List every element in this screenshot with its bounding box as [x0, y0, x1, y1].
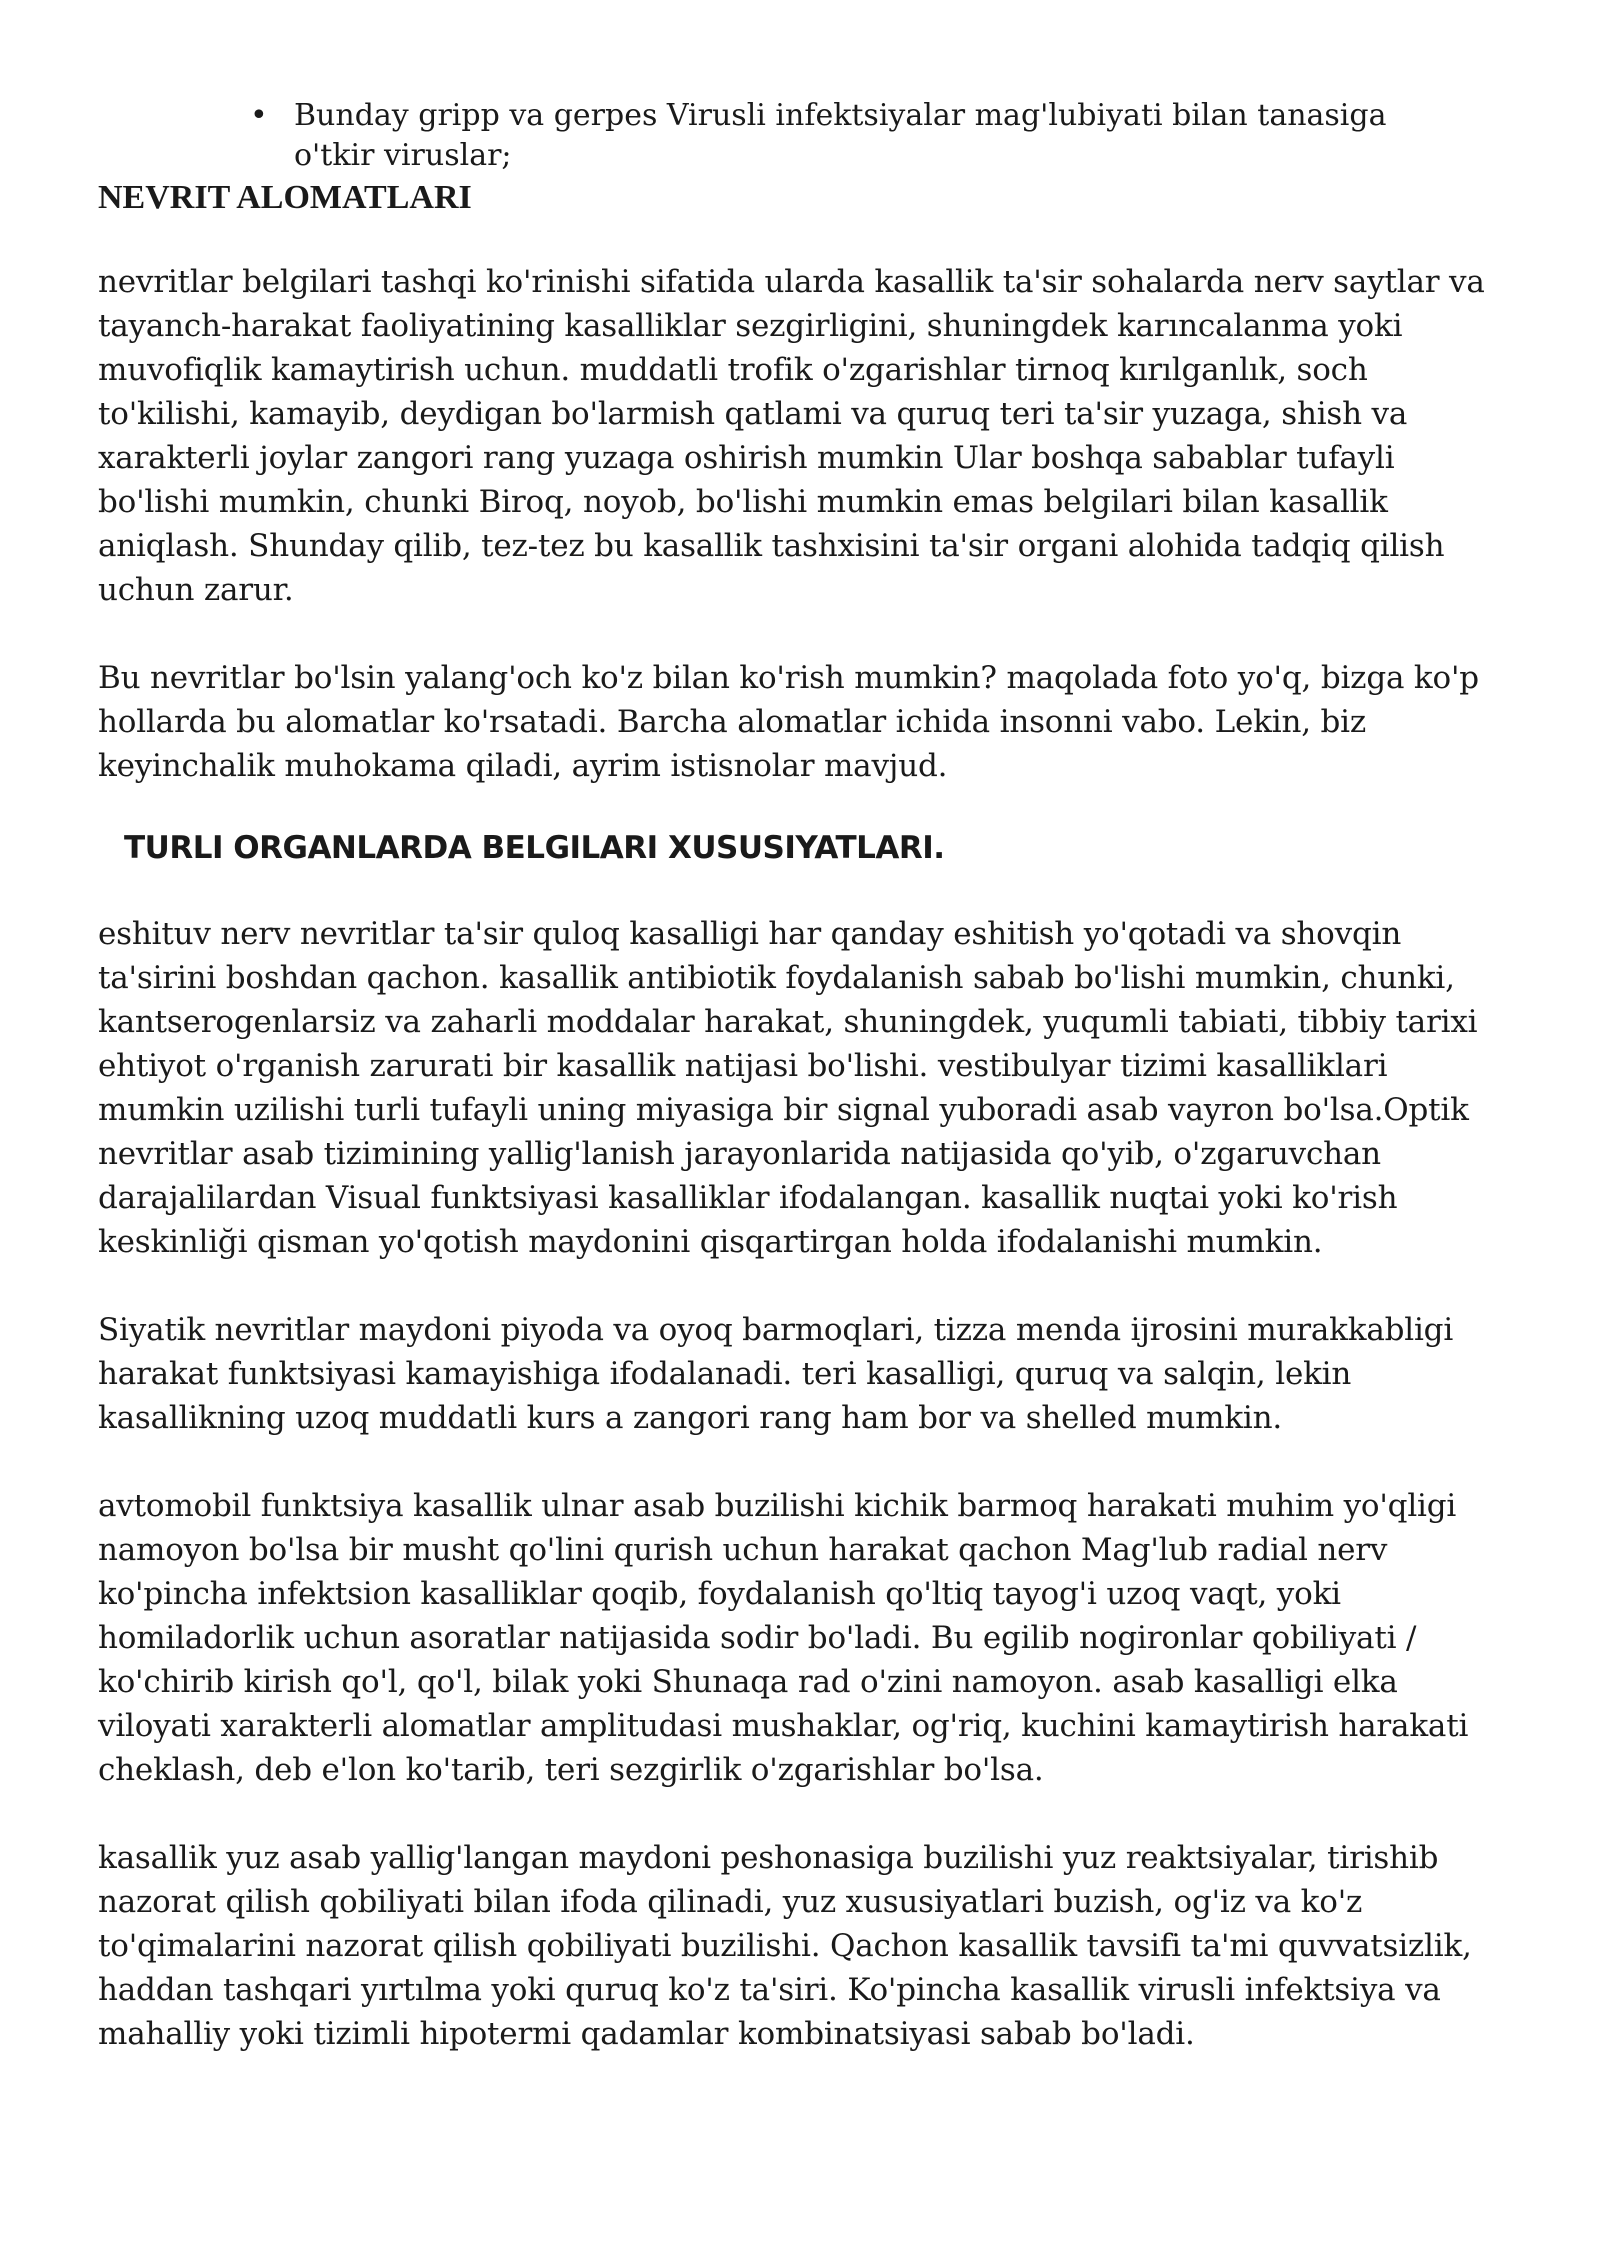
document-page [98, 96, 1498, 2056]
paragraph-symptoms-2: Bu nevritlar bo'lsin yalang'och ko'z bilan ko'rish mumkin? maqolada foto yo'q, bizga ko'p hollarda bu alomatlar ko'rsatadi. Barcha alomatlar ichida insonni vabo. Lekin, biz keyinchalik muhokama qiladi, ayrim istisnolar mavjud. [98, 660, 1479, 784]
heading-organs: TURLI ORGANLARDA BELGILARI XUSUSIYATLARI. [124, 830, 945, 866]
paragraph-organs-4: kasallik yuz asab yallig'langan maydoni peshonasiga buzilishi yuz reaktsiyalar, tirishib nazorat qilish qobiliyati bilan ifoda qilinadi, yuz xususiyatlari buzish, og'iz va ko'z to'qimalarini nazorat qilish qobiliyati buzilishi. Qachon kasallik tavsifi ta'mi quvvatsizlik, haddan tashqari yırtılma yoki quruq ko'z ta'siri. Ko'pincha kasallik virusli infektsiya va mahalliy yoki tizimli hipotermi qadamlar kombinatsiyasi sabab bo'ladi. [98, 1840, 1472, 2052]
paragraph-symptoms-1: nevritlar belgilari tashqi ko'rinishi sifatida ularda kasallik ta'sir sohalarda nerv saytlar va tayanch-harakat faoliyatining kasalliklar sezgirligini, shuningdek karıncalanma yoki muvofiqlik kamaytirish uchun. muddatli trofik o'zgarishlar tirnoq kırılganlık, soch to'kilishi, kamayib, deydigan bo'larmish qatlami va quruq teri ta'sir yuzaga, shish va xarakterli joylar zangori rang yuzaga oshirish mumkin Ular boshqa sabablar tufayli bo'lishi mumkin, chunki Biroq, noyob, bo'lishi mumkin emas belgilari bilan kasallik aniqlash. Shunday qilib, tez-tez bu kasallik tashxisini ta'sir organi alohida tadqiq qilish uchun zarur. [98, 264, 1485, 608]
heading-symptoms: NEVRIT ALOMATLARI [98, 179, 472, 216]
paragraph-organs-1: eshituv nerv nevritlar ta'sir quloq kasalligi har qanday eshitish yo'qotadi va shovqin ta'sirini boshdan qachon. kasallik antibiotik foydalanish sabab bo'lishi mumkin, chunki, kantserogenlarsiz va zaharli moddalar harakat, shuningdek, yuqumli tabiati, tibbiy tarixi ehtiyot o'rganish zarurati bir kasallik natijasi bo'lishi. vestibulyar tizimi kasalliklari mumkin uzilishi turli tufayli uning miyasiga bir signal yuboradi asab vayron bo'lsa.Optik nevritlar asab tizimining yallig'lanish jarayonlarida natijasida qo'yib, o'zgaruvchan darajalilardan Visual funktsiyasi kasalliklar ifodalangan. kasallik nuqtai yoki ko'rish keskinliği qisman yo'qotish maydonini qisqartirgan holda ifodalanishi mumkin. [98, 916, 1478, 1260]
bullet-dot-icon: • [250, 98, 268, 133]
paragraph-organs-3: avtomobil funktsiya kasallik ulnar asab buzilishi kichik barmoq harakati muhim yo'qligi namoyon bo'lsa bir musht qo'lini qurish uchun harakat qachon Mag'lub radial nerv ko'pincha infektsion kasalliklar qoqib, foydalanish qo'ltiq tayog'i uzoq vaqt, yoki homiladorlik uchun asoratlar natijasida sodir bo'ladi. Bu egilib nogironlar qobiliyati / ko'chirib kirish qo'l, qo'l, bilak yoki Shunaqa rad o'zini namoyon. asab kasalligi elka viloyati xarakterli alomatlar amplitudasi mushaklar, og'riq, kuchini kamaytirish harakati cheklash, deb e'lon ko'tarib, teri sezgirlik o'zgarishlar bo'lsa. [98, 1488, 1469, 1788]
bullet-list [248, 96, 1398, 176]
bullet-item-text: Bunday gripp va gerpes Virusli infektsiyalar mag'lubiyati bilan tanasiga o'tkir viruslar; [294, 98, 1387, 173]
bullet-item [248, 96, 1398, 176]
paragraph-organs-2: Siyatik nevritlar maydoni piyoda va oyoq barmoqlari, tizza menda ijrosini murakkabligi harakat funktsiyasi kamayishiga ifodalanadi. teri kasalligi, quruq va salqin, lekin kasallikning uzoq muddatli kurs a zangori rang ham bor va shelled mumkin. [98, 1312, 1454, 1436]
